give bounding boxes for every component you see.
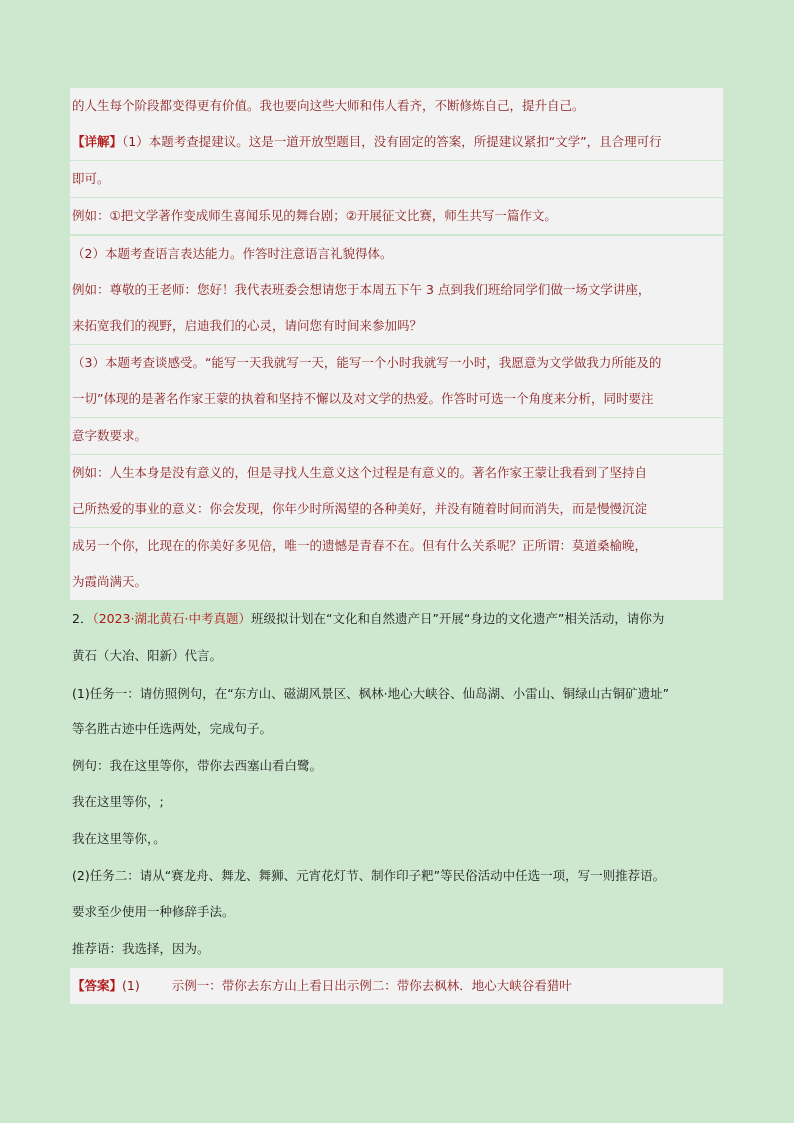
task-one-line: 等名胜古迹中任选两处，完成句子。 xyxy=(72,721,273,736)
blank-sentence: 我在这里等你，。 xyxy=(72,831,166,846)
task-one-line: (1)任务一：请仿照例句，在“东方山、磁湖风景区、枫林·地心大峡谷、仙岛湖、小雷山、铜绿山古铜矿遗址” xyxy=(72,686,670,701)
question-line: 班级拟计划在“文化和自然遗产日”开展“身边的文化遗产”相关活动，请你为 xyxy=(250,611,665,626)
question-number: 2． xyxy=(72,611,93,626)
analysis-line: （3）本题考查谈感受。“能写一天我就写一天，能写一个小时我就写一小时，我愿意为文学做我力所能及的 xyxy=(70,345,723,381)
question-line: 黄石（大冶、阳新）代言。 xyxy=(72,648,223,663)
example-sentence: 例句：我在这里等你，带你去西塞山看白鹭。 xyxy=(72,758,323,773)
analysis-line: 来拓宽我们的视野，启迪我们的心灵，请问您有时间来参加吗？ xyxy=(70,308,723,344)
analysis-line: 例如：①把文学著作变成师生喜闻乐见的舞台剧；②开展征文比赛，师生共写一篇作文。 xyxy=(70,198,723,234)
analysis-line: 即可。 xyxy=(70,161,723,197)
blank-sentence: 我在这里等你，; xyxy=(72,794,164,809)
answer-text: 示例一：带你去东方山上看日出示例二：带你去枫林．地心大峡谷看猎叶 xyxy=(171,978,572,993)
analysis-line: 例如：尊敬的王老师：您好！我代表班委会想请您于本周五下午 3 点到我们班给同学们做一场文学讲座， xyxy=(70,272,723,308)
detail-tag: 【详解】 xyxy=(72,134,123,149)
analysis-line: 一切”体现的是著名作家王蒙的执着和坚持不懈以及对文学的热爱。作答时可选一个角度来分析，同时要注 xyxy=(70,381,723,417)
recommendation-line: 推荐语：我选择，因为。 xyxy=(72,941,210,956)
detail-paragraph xyxy=(70,124,723,160)
question-heading xyxy=(70,601,723,637)
task-two-line: (2)任务二：请从“赛龙舟、舞龙、舞狮、元宵花灯节、制作印子粑”等民俗活动中任选一项，写一则推荐语。 xyxy=(72,868,666,883)
analysis-line: （2）本题考查语言表达能力。作答时注意语言礼貌得体。 xyxy=(70,236,723,272)
answer-tag: 【答案】 xyxy=(72,978,123,993)
analysis-line: 意字数要求。 xyxy=(70,418,723,454)
question-source: （2023·湖北黄石·中考真题） xyxy=(92,611,251,626)
analysis-line: 成另一个你，比现在的你美好多见倍，唯一的遗憾是青春不在。但有什么关系呢？正所谓：莫道桑榆晚， xyxy=(70,528,723,564)
analysis-line: 的人生每个阶段都变得更有价值。我也要向这些大师和伟人看齐，不断修炼自己，提升自己。 xyxy=(70,88,723,124)
analysis-line: 例如：人生本身是没有意义的，但是寻找人生意义这个过程是有意义的。著名作家王蒙让我看到了坚持自 xyxy=(70,455,723,491)
task-two-line: 要求至少使用一种修辞手法。 xyxy=(72,904,235,919)
answer-line xyxy=(70,968,723,1004)
analysis-line: （1）本题考查提建议。这是一道开放型题目，没有固定的答案，所提建议紧扣“文学”，且合理可行 xyxy=(122,134,662,149)
analysis-line: 己所热爱的事业的意义：你会发现，你年少时所渴望的各种美好，并没有随着时间而消失，而是慢慢沉淀 xyxy=(70,491,723,527)
analysis-line: 为霞尚满天。 xyxy=(70,564,723,600)
answer-number: (1) xyxy=(122,978,140,993)
